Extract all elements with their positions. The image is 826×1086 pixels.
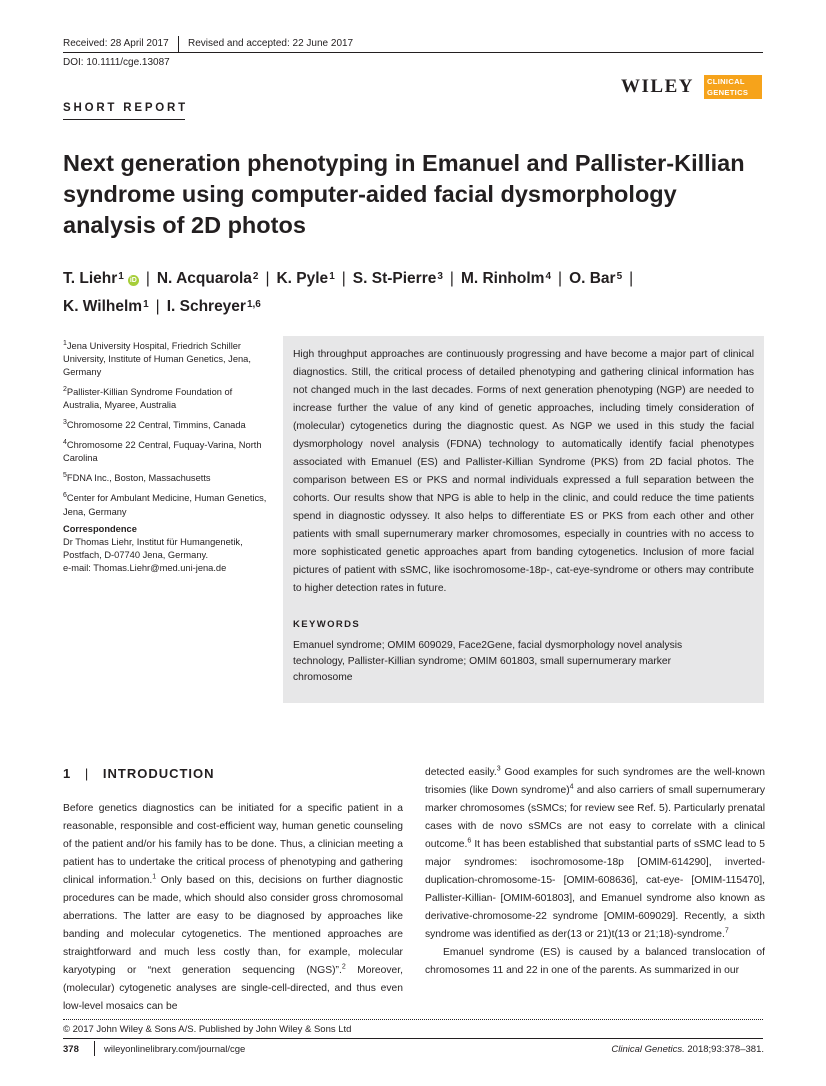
author-affiliation-ref: 4	[545, 271, 552, 282]
affiliation-number: 2	[63, 386, 67, 394]
correspondence-heading: Correspondence	[63, 523, 137, 534]
wiley-logo: WILEY	[621, 76, 694, 97]
correspondence-email: e-mail: Thomas.Liehr@med.uni-jena.de	[63, 562, 227, 573]
body-column-left	[63, 800, 403, 1016]
citation-ref[interactable]: 3	[496, 765, 501, 773]
author-name[interactable]: K. Pyle	[276, 270, 329, 287]
author-separator: |	[145, 270, 150, 287]
author-list	[63, 265, 773, 321]
affiliation-list	[63, 337, 268, 519]
received-date: Received: 28 April 2017	[63, 38, 169, 49]
footer-rule	[63, 1038, 763, 1039]
affiliation-text: Chromosome 22 Central, Fuquay-Varina, North Carolina	[63, 440, 262, 464]
journal-name: Clinical Genetics.	[611, 1044, 685, 1055]
section-heading	[63, 766, 215, 781]
author-separator: |	[449, 270, 454, 287]
citation-ref[interactable]: 4	[569, 783, 574, 791]
footer-divider	[94, 1041, 95, 1056]
author-separator: |	[341, 270, 346, 287]
affiliation-number: 6	[63, 492, 67, 500]
citation-text: 2018;93:378–381.	[684, 1044, 764, 1055]
affiliation-text: FDNA Inc., Boston, Massachusetts	[66, 473, 211, 484]
citation-ref[interactable]: 7	[724, 927, 729, 935]
affiliation-item	[63, 337, 268, 379]
journal-citation	[611, 1044, 764, 1056]
journal-logo	[704, 75, 762, 99]
journal-url[interactable]: wileyonlinelibrary.com/journal/cge	[104, 1044, 246, 1055]
journal-logo-line2: GENETICS	[707, 88, 749, 97]
article-title: Next generation phenotyping in Emanuel and Pallister-Killian syndrome using computer-aided facial dysmorphology analysis of 2D photos	[63, 150, 745, 238]
citation-ref[interactable]: 2	[341, 963, 346, 971]
doi: DOI: 10.1111/cge.13087	[63, 57, 170, 68]
author-name[interactable]: N. Acquarola	[156, 270, 252, 287]
author-affiliation-ref: 1	[118, 271, 124, 282]
affiliation-number: 4	[63, 439, 67, 447]
affiliation-item	[63, 469, 268, 485]
affiliation-number: 5	[63, 472, 67, 480]
header-rule	[63, 52, 763, 53]
journal-logo-line1: CLINICAL	[707, 77, 745, 86]
author-name[interactable]: S. St-Pierre	[352, 270, 437, 287]
affiliation-text: Center for Ambulant Medicine, Human Genetics, Jena, Germany	[63, 493, 267, 517]
affiliation-text: Pallister-Killian Syndrome Foundation of Australia, Myaree, Australia	[63, 387, 233, 411]
author-affiliation-ref: 1	[329, 271, 335, 282]
section-divider: |	[84, 766, 90, 781]
keywords-heading: KEYWORDS	[293, 619, 361, 630]
keywords-text: Emanuel syndrome; OMIM 609029, Face2Gene, facial dysmorphology novel analysis technology, Pallister-Killian syndrome; OMIM 601803, small supernumerary marker chromosome	[293, 640, 683, 683]
citation-ref[interactable]: 6	[467, 837, 472, 845]
article-type-rule	[63, 119, 185, 120]
copyright: © 2017 John Wiley & Sons A/S. Published by John Wiley & Sons Ltd	[63, 1024, 352, 1035]
author-separator: |	[629, 270, 634, 287]
body-paragraph: Before genetics diagnostics can be initiated for a specific patient in a reasonable, responsible and cost-efficient way, human genetic counseling of the patient and/or his family has to be done. Thus, a clinician meeting a patient has to undertake the critical process of phenotyping and gathering clinical information.$^1$ Only based on this, decisions on further diagnostic procedures can be made, which should also consider gross chromosomal aberrations. The latter are easy to be diagnosed by approaches like banding and molecular cytogenetics. The mentioned approaches are straightforward and much less costly than, for example, molecular karyotyping or “next generation sequencing (NGS)”.$^2$ Moreover, (molecular) cytogenetic analyses are single-cell-directed, and thus even low-level mosaics can be	[63, 803, 403, 1012]
abstract-box	[283, 336, 764, 703]
author-affiliation-ref: 5	[616, 271, 623, 282]
affiliation-number: 1	[63, 340, 67, 347]
author-affiliation-ref: 1	[143, 299, 149, 310]
page-number: 378	[63, 1044, 79, 1055]
author-affiliation-ref: 2	[252, 271, 259, 282]
author-separator: |	[155, 298, 160, 315]
author-name[interactable]: T. Liehr	[63, 270, 118, 287]
body-column-right	[425, 764, 765, 980]
header-divider	[178, 36, 179, 52]
orcid-icon[interactable]: iD	[129, 277, 137, 284]
body-paragraph: detected easily.$^3$ Good examples for such syndromes are the well-known trisomies (like Down syndrome)$^4$ and also carriers of small supernumerary marker chromosomes (sSMCs; for review see Ref. 5). Particularly prenatal cases with de novo sSMCs are not easy to correlate with a clinical outcome.$^6$ It has been established that substantial parts of sSMC lead to 5 major syndromes: isochromosome-18p [OMIM-614290], inverted-duplication-chromosome-15- [OMIM-608636], cat-eye- [OMIM-115470], Pallister-Killian- [OMIM-601803], and Emanuel syndrome also known as derivative-chromosome-22 syndrome [OMIM-609029]. Recently, a sixth syndrome was identified as der(13 or 21)t(13 or 21;18)-syndrome.$^7$	[425, 765, 765, 940]
affiliation-number: 3	[63, 419, 67, 427]
body-paragraph: Emanuel syndrome (ES) is caused by a balanced translocation of chromosomes 11 and 22 in one of the parents. As summarized in our	[425, 947, 765, 976]
author-separator: |	[558, 270, 563, 287]
abstract-text: High throughput approaches are continuously progressing and have become a major part of clinical diagnostics. Still, the critical process of detailed phenotyping and gathering clinical information has not changed much in the last decades. Forms of next generation phenotyping (NGP) are needed to increase further the value of any kind of genetic approaches, including timely consideration of (molecular) cytogenetics during the diagnostic quest. As NGP we used in this study the facial dysmorphology novel analysis (FDNA) technology to automatically identify facial phenotypes associated with Emanuel (ES) and Pallister-Killian Syndrome (PKS) from 2D facial photos. The comparison between ES or PKS and normal individuals expressed a full separation between the cohorts. Our results show that NPG is able to help in the clinic, and could reduce the time patients spend in diagnostic odyssey. It also helps to differentiate ES or PKS from each other and other patients with small supernumerary marker chromosomes, especially in countries with no access to more sophisticated genetic approaches apart from banding cytogenetics. Inclusion of more facial pictures of patient with sSMC, like isochromosome-18p-, cat-eye-syndrome or others may contribute to higher detection rates in future.	[293, 349, 754, 594]
affiliation-item	[63, 416, 268, 432]
footer-rule-dotted	[63, 1019, 763, 1020]
affiliations	[63, 337, 268, 575]
section-title: INTRODUCTION	[102, 766, 215, 781]
citation-ref[interactable]: 1	[152, 873, 157, 881]
author-separator: |	[265, 270, 270, 287]
author-affiliation-ref: 1,6	[246, 299, 261, 310]
article-type: SHORT REPORT	[63, 102, 188, 114]
author-name[interactable]: M. Rinholm	[460, 270, 545, 287]
affiliation-item	[63, 383, 268, 412]
author-name[interactable]: I. Schreyer	[166, 298, 246, 315]
author-name[interactable]: O. Bar	[569, 270, 616, 287]
affiliation-item	[63, 436, 268, 465]
affiliation-text: Jena University Hospital, Friedrich Schiller University, Institute of Human Genetics, Jena, Germany	[63, 341, 251, 378]
accepted-date: Revised and accepted: 22 June 2017	[188, 38, 354, 49]
section-number: 1	[63, 766, 72, 781]
author-affiliation-ref: 3	[437, 271, 443, 282]
correspondence-address: Dr Thomas Liehr, Institut für Humangenetik, Postfach, D-07740 Jena, Germany.	[63, 536, 243, 560]
affiliation-text: Chromosome 22 Central, Timmins, Canada	[66, 420, 246, 431]
affiliation-item	[63, 489, 268, 518]
author-name[interactable]: K. Wilhelm	[63, 298, 143, 315]
